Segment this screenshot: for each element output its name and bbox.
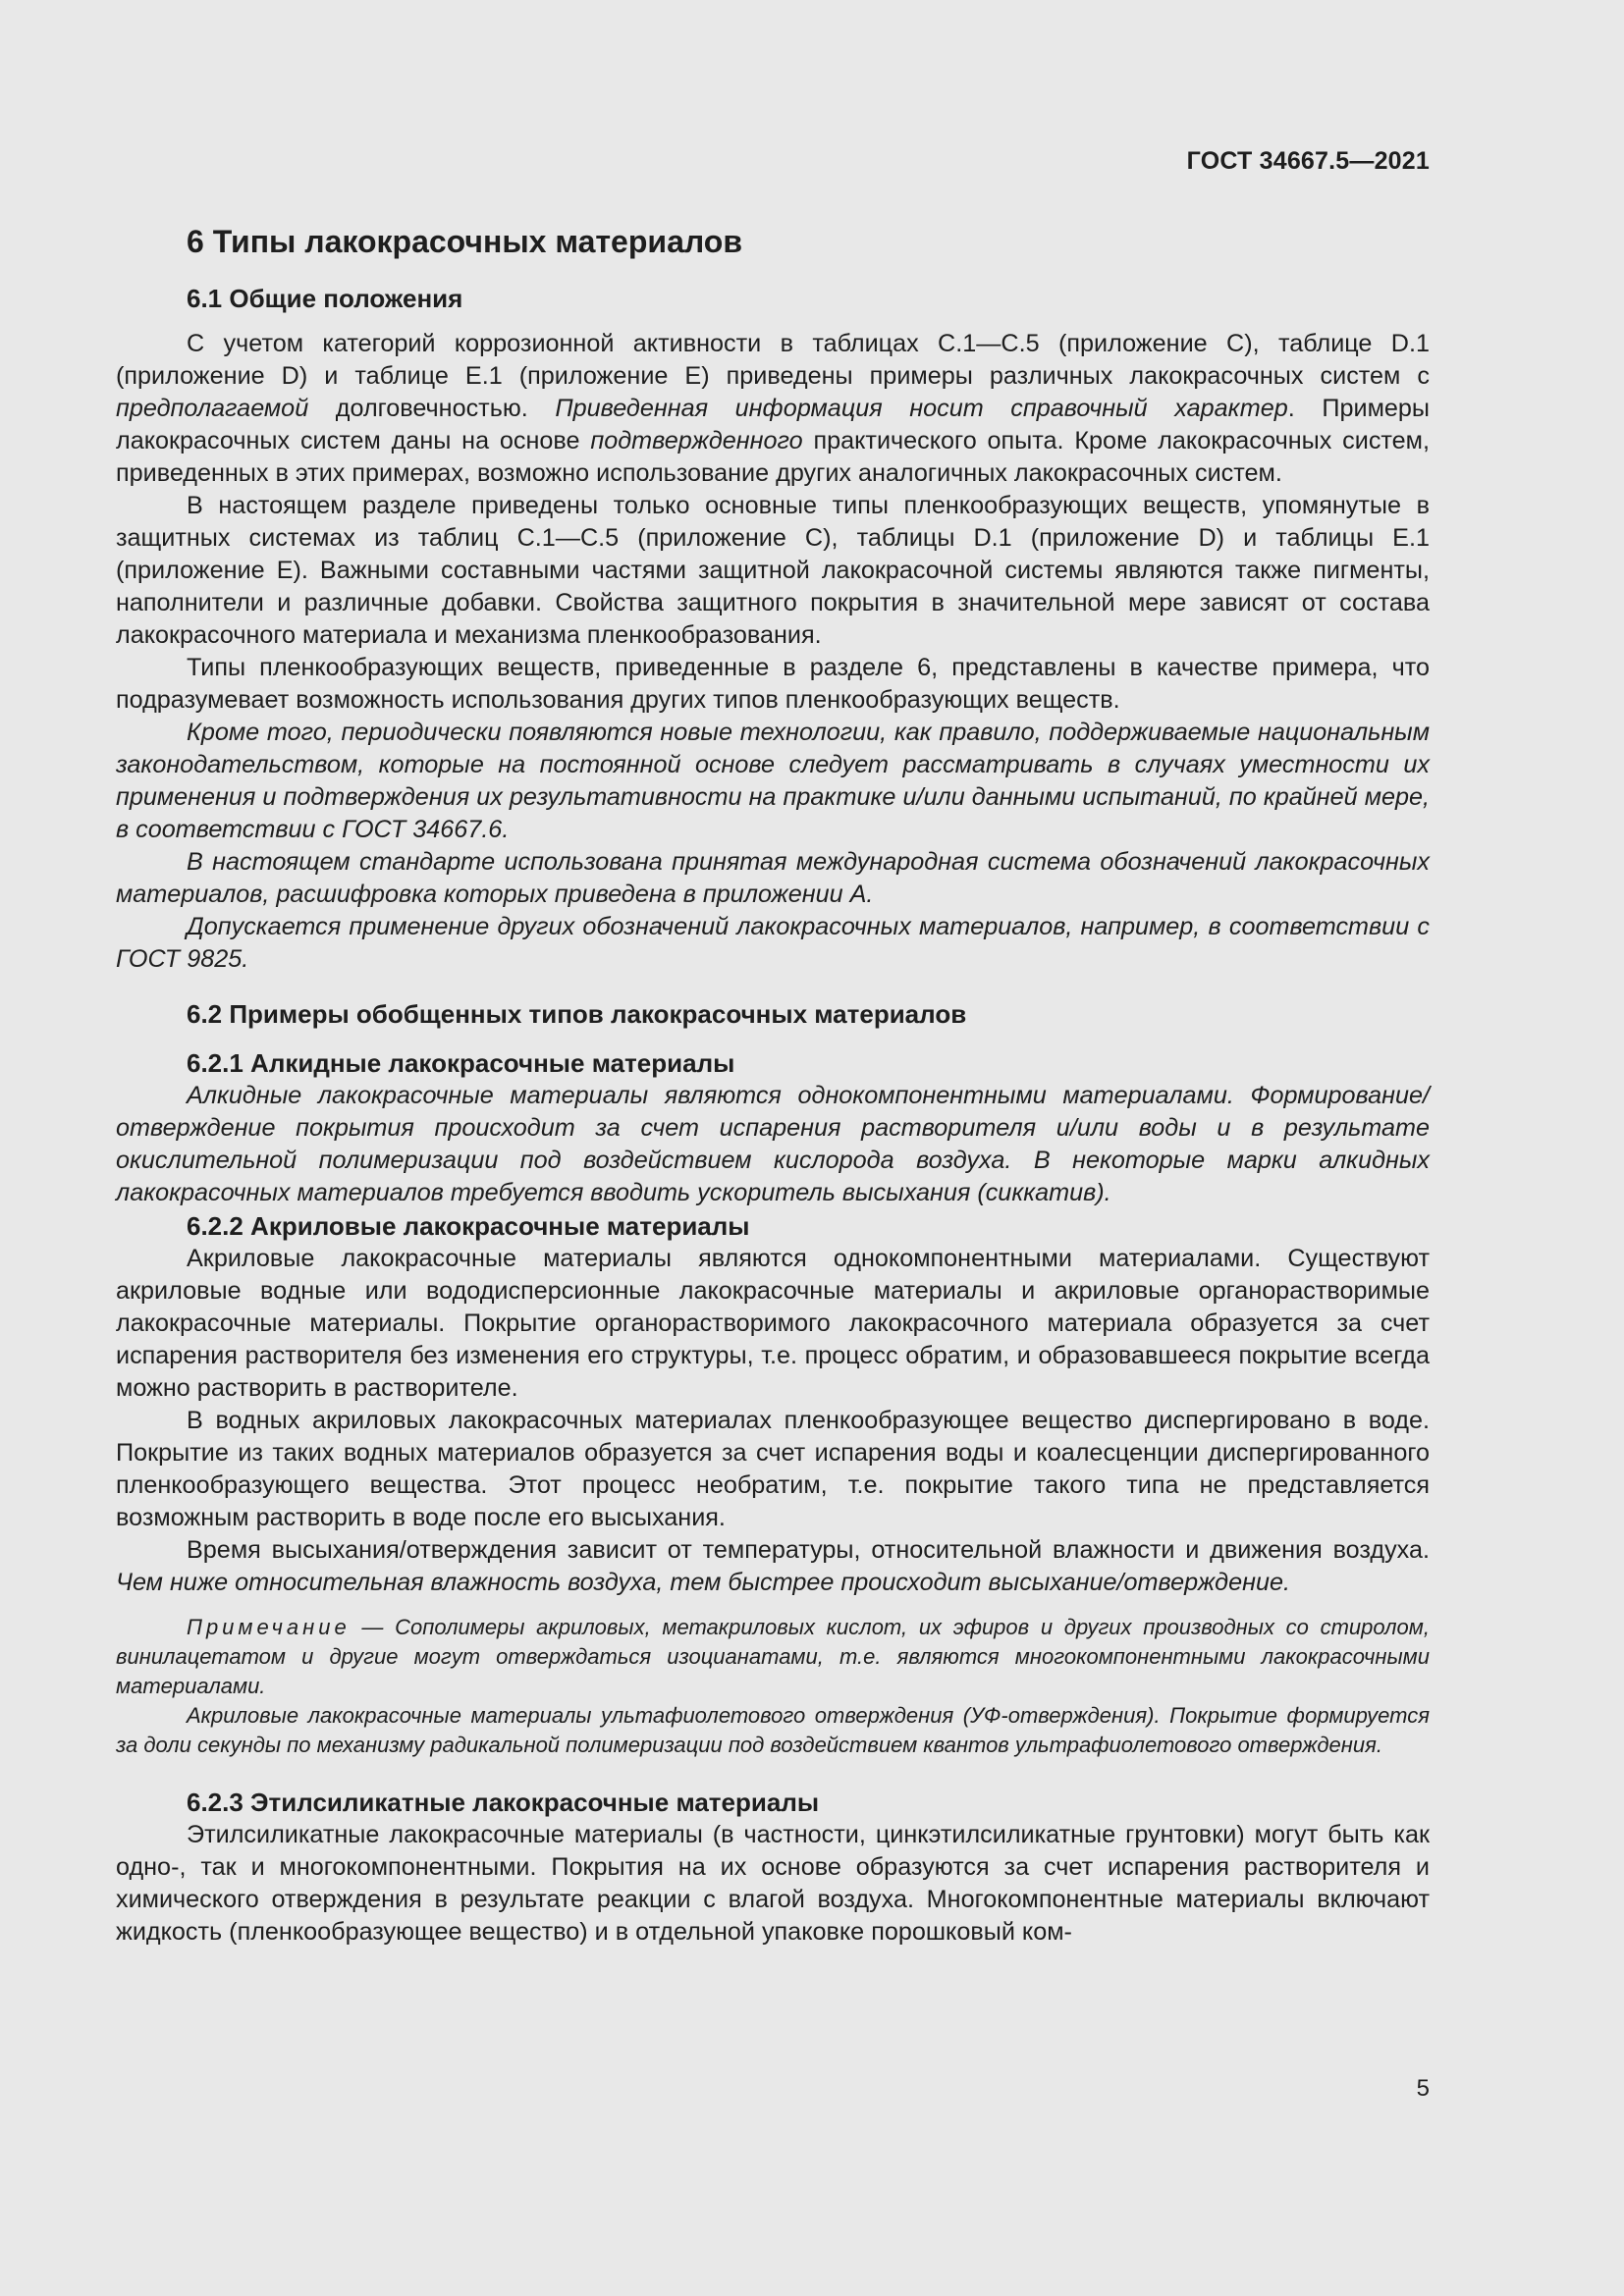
text-run: . Примеры лакокрасочных систем даны на основе: [116, 395, 1430, 454]
subsection-6-2-3-title: 6.2.3 Этилсиликатные лакокрасочные материалы: [187, 1788, 820, 1817]
note-label: Примечание: [187, 1615, 351, 1639]
subsection-6-1-title: 6.1 Общие положения: [187, 284, 463, 313]
section-title: 6 Типы лакокрасочных материалов: [187, 224, 742, 259]
paragraph-6-1-3: Типы пленкообразующих веществ, приведенные в разделе 6, представлены в качестве примера, что подразумевает возможность использования других типов пленкообразующих веществ.: [116, 654, 1430, 714]
page-number: 5: [1416, 2075, 1430, 2102]
paragraph-6-2-2-1: Акриловые лакокрасочные материалы являются однокомпонентными материалами. Существуют акриловые водные или вододисперсионные лакокрасочные материалы и акриловые органорастворимые лакокрасочные материалы. Покрытие органорастворимого лакокрасочного материала образуется за счет испарения растворителя без изменения его структуры, т.е. процесс обратим, и образовавшееся покрытие всегда можно растворить в растворителе.: [116, 1245, 1430, 1402]
paragraph-6-1-2: В настоящем разделе приведены только основные типы пленкообразующих веществ, упомянутые в защитных системах из таблиц С.1—С.5 (приложение С), таблицы D.1 (приложение D) и таблицы Е.1 (приложение Е). Важными составными частями защитной лакокрасочной системы являются также пигменты, наполнители и различные добавки. Свойства защитного покрытия в значительной мере зависят от состава лакокрасочного материала и механизма пленкообразования.: [116, 492, 1430, 649]
paragraph-6-1-6: Допускается применение других обозначений лакокрасочных материалов, например, в соответствии с ГОСТ 9825.: [116, 913, 1430, 973]
document-code-header: ГОСТ 34667.5—2021: [1186, 147, 1430, 175]
text-run: С учетом категорий коррозионной активности в таблицах С.1—С.5 (приложение С), таблице D.1 (приложение D) и таблице Е.1 (приложение Е) приведены примеры различных лакокрасочных систем с: [116, 330, 1430, 390]
italic-run: Чем ниже относительная влажность воздуха, тем быстрее происходит высыхание/отверждение.: [116, 1569, 1290, 1596]
note-paragraph-2: Акриловые лакокрасочные материалы ультафиолетового отверждения (УФ-отверждения). Покрытие формируется за доли секунды по механизму радикальной полимеризации под воздействием квантов ультрафиолетового отверждения.: [116, 1703, 1430, 1757]
subsection-6-2-2-title: 6.2.2 Акриловые лакокрасочные материалы: [187, 1211, 750, 1241]
paragraph-6-2-2-3: [116, 1534, 1430, 1599]
italic-run: подтвержденного: [590, 427, 803, 454]
italic-run: Приведенная информация носит справочный характер: [555, 395, 1288, 422]
paragraph-6-1-1: [116, 328, 1430, 490]
text-run: долговечностью.: [308, 395, 556, 422]
paragraph-6-2-2-2: В водных акриловых лакокрасочных материалах пленкообразующее вещество диспергировано в воде. Покрытие из таких водных материалов образуется за счет испарения воды и коалесценции диспергированного пленкообразующего вещества. Этот процесс необратим, т.е. покрытие такого типа не представляется возможным растворить в воде после его высыхания.: [116, 1407, 1430, 1531]
note-text: — Сополимеры акриловых, метакриловых кислот, их эфиров и других производных со стиролом, винилацетатом и другие могут отверждаться изоцианатами, т.е. являются многокомпонентными лакокрасочными материалами.: [116, 1615, 1430, 1698]
text-run: Время высыхания/отверждения зависит от температуры, относительной влажности и движения воздуха.: [187, 1536, 1430, 1564]
text-run: практического опыта. Кроме лакокрасочных систем, приведенных в этих примерах, возможно использование других аналогичных лакокрасочных систем.: [116, 427, 1431, 487]
italic-run: предполагаемой: [116, 395, 309, 422]
subsection-6-2-title: 6.2 Примеры обобщенных типов лакокрасочных материалов: [187, 999, 967, 1029]
paragraph-6-2-3: Этилсиликатные лакокрасочные материалы (в частности, цинкэтилсиликатные грунтовки) могут быть как одно-, так и многокомпонентными. Покрытия на их основе образуются за счет испарения растворителя и химического отверждения в результате реакции с влагой воздуха. Многокомпонентные материалы включают жидкость (пленкообразующее вещество) и в отдельной упаковке порошковый ком-: [116, 1821, 1430, 1946]
note-paragraph: [116, 1613, 1430, 1701]
paragraph-6-2-1: Алкидные лакокрасочные материалы являются однокомпонентными материалами. Формирование/отверждение покрытия происходит за счет испарения растворителя и/или воды и в результате окислительной полимеризации под воздействием кислорода воздуха. В некоторые марки алкидных лакокрасочных материалов требуется вводить ускоритель высыхания (сиккатив).: [116, 1082, 1430, 1206]
paragraph-6-1-4: Кроме того, периодически появляются новые технологии, как правило, поддерживаемые национальным законодательством, которые на постоянной основе следует рассматривать в случаях уместности их применения и подтверждения их результативности на практике и/или данными испытаний, по крайней мере, в соответствии с ГОСТ 34667.6.: [116, 719, 1430, 843]
subsection-6-2-1-title: 6.2.1 Алкидные лакокрасочные материалы: [187, 1048, 735, 1078]
page-content: [116, 221, 1430, 1949]
note-block: [116, 1613, 1430, 1760]
paragraph-6-1-5: В настоящем стандарте использована принятая международная система обозначений лакокрасочных материалов, расшифровка которых приведена в приложении А.: [116, 848, 1430, 908]
